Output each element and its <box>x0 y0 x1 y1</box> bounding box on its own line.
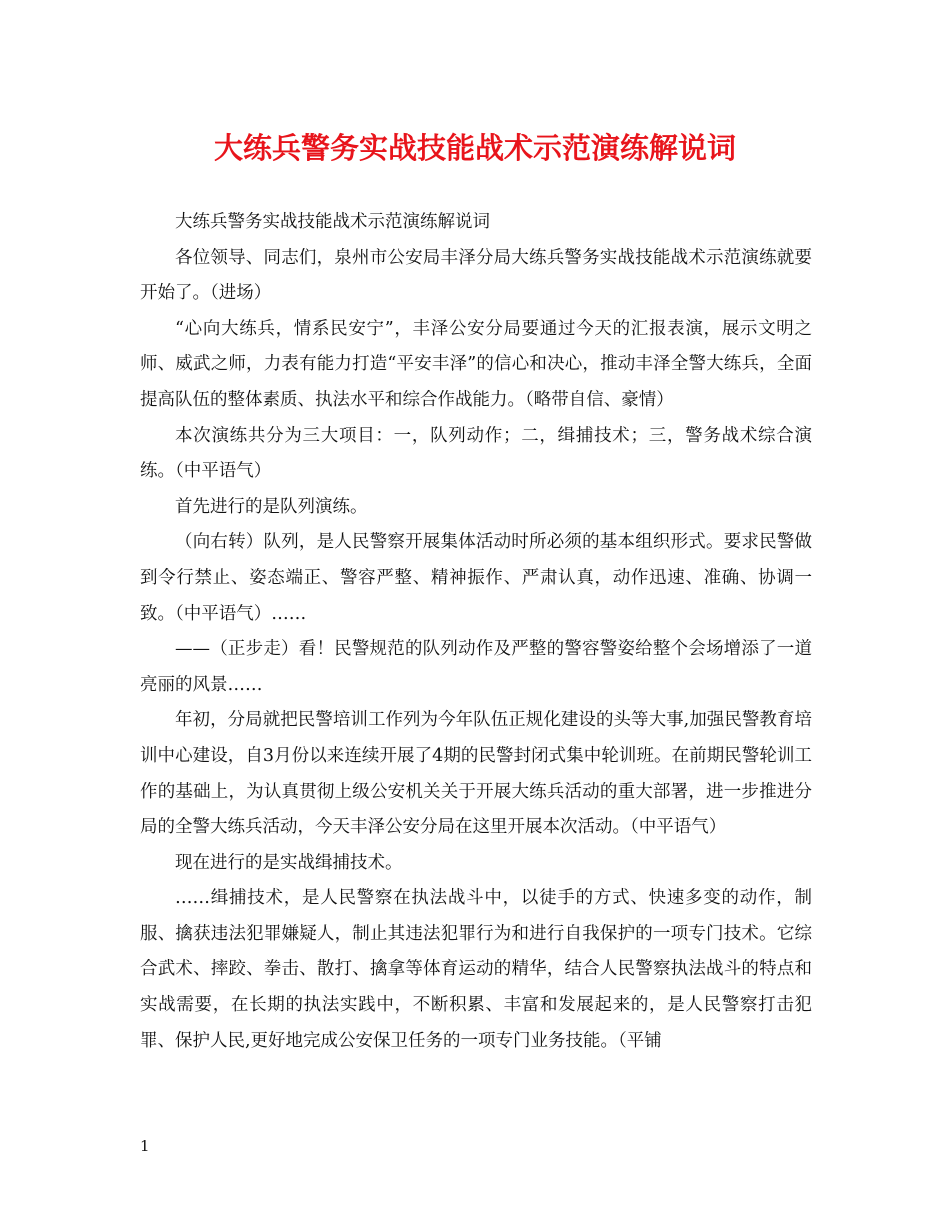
paragraph-goose-step: ——（正步走）看！民警规范的队列动作及严整的警容警姿给整个会场增添了一道亮丽的风景…… <box>140 639 812 695</box>
paragraph-formation-description: （向右转）队列，是人民警察开展集体活动时所必须的基本组织形式。要求民警做到令行禁止、姿态端正、警容严整、精神振作、严肃认真，动作迅速、准确、协调一致。（中平语气）…… <box>140 532 812 624</box>
document-title: 大练兵警务实战技能战术示范演练解说词 <box>213 131 736 165</box>
paragraph-slogan: “心向大练兵，情系民安宁”，丰泽公安分局要通过今天的汇报表演，展示文明之师、威武之师，力表有能力打造“平安丰泽”的信心和决心，推动丰泽全警大练兵，全面提高队伍的整体素质、执法水平和综合作战能力。（略带自信、豪情） <box>140 318 812 410</box>
page-number: 1 <box>140 1137 150 1155</box>
document-body <box>140 205 812 1059</box>
paragraph-subtitle: 大练兵警务实战技能战术示范演练解说词 <box>175 212 490 232</box>
paragraph-drill-intro: 首先进行的是队列演练。 <box>175 496 368 517</box>
paragraph-greeting: 各位领导、同志们，泉州市公安局丰泽分局大练兵警务实战技能战术示范演练就要开始了。（进场） <box>140 247 812 304</box>
paragraph-arrest-technique-description: ……缉捕技术，是人民警察在执法战斗中，以徒手的方式、快速多变的动作，制服、擒获违法犯罪嫌疑人，制止其违法犯罪行为和进行自我保护的一项专门技术。它综合武术、摔跤、拳击、散打、擒拿等体育运动的精华，结合人民警察执法战斗的特点和实战需要，在长期的执法实践中，不断积累、丰富和发展起来的，是人民警察打击犯罪、保护人民,更好地完成公安保卫任务的一项专门业务技能。（平铺 <box>140 888 812 1051</box>
paragraph-arrest-technique-intro: 现在进行的是实战缉捕技术。 <box>175 852 403 873</box>
paragraph-training-background: 年初，分局就把民警培训工作列为今年队伍正规化建设的头等大事,加强民警教育培训中心建设，自3月份以来连续开展了4期的民警封闭式集中轮训班。在前期民警轮训工作的基础上，为认真贯彻上级公安机关关于开展大练兵活动的重大部署，进一步推进分局的全警大练兵活动，今天丰泽公安分局在这里开展本次活动。（中平语气） <box>140 710 812 838</box>
paragraph-program-overview: 本次演练共分为三大项目：一，队列动作；二，缉捕技术；三，警务战术综合演练。（中平语气） <box>140 425 812 482</box>
